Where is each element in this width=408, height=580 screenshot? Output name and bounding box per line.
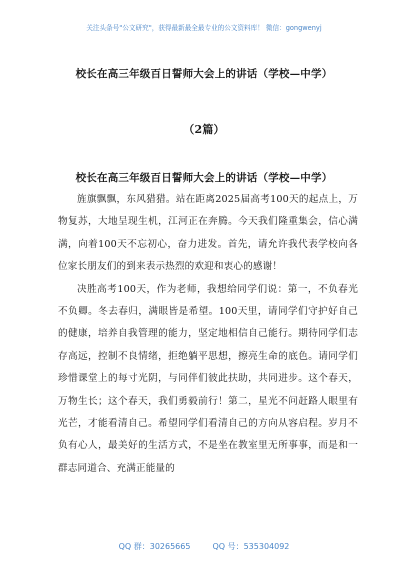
document-title: 校长在高三年级百日誓师大会上的讲话（学校—中学） (75, 68, 333, 80)
part-count-label: （2篇） (183, 123, 225, 136)
document-body (58, 189, 358, 480)
body-paragraph: 旌旗飘飘，东风猎猎。站在距离2025届高考100天的起点上，万物复苏，大地呈现生机，江河正在奔腾。今天我们隆重集会，信心满满，向着100天不忘初心，奋力进发。首先，请允许我代表学校向各位家长朋友们的到来表示热烈的欢迎和衷心的感谢！ (58, 194, 358, 273)
header-banner: 关注头条号"公文研究"，获得最新最全最专业的公文资料库！ 微信：gongwenyj (86, 24, 322, 32)
footer-qq-number: QQ 号：535304092 (212, 542, 290, 551)
footer-qq-group: QQ 群：30265665 (118, 542, 191, 551)
body-paragraph: 决胜高考100天，作为老师，我想给同学们说：第一，不负春光不负卿。冬去春归，满眼皆是希望。100天里，请同学们守护好自己的健康，培养自我管理的能力，坚定地相信自己能行。期待同学们志存高远，控制不良情绪，拒绝躺平思想，擦亮生命的底色。请同学们珍惜课堂上的每寸光阴，与同伴们彼此扶助，共同进步。这个春天，万物生长；这个春天，我们勇毅前行！第二，星光不问赶路人眼里有光芒，才能看清自己。希望同学们看清自己的方向从容启程。岁月不负有心人，最美好的生活方式，不是坐在教室里无所事事，而是和一群志同道合、充满正能量的 (58, 283, 358, 474)
footer-contact (0, 541, 408, 552)
section-title: 校长在高三年级百日誓师大会上的讲话（学校—中学） (75, 172, 333, 184)
